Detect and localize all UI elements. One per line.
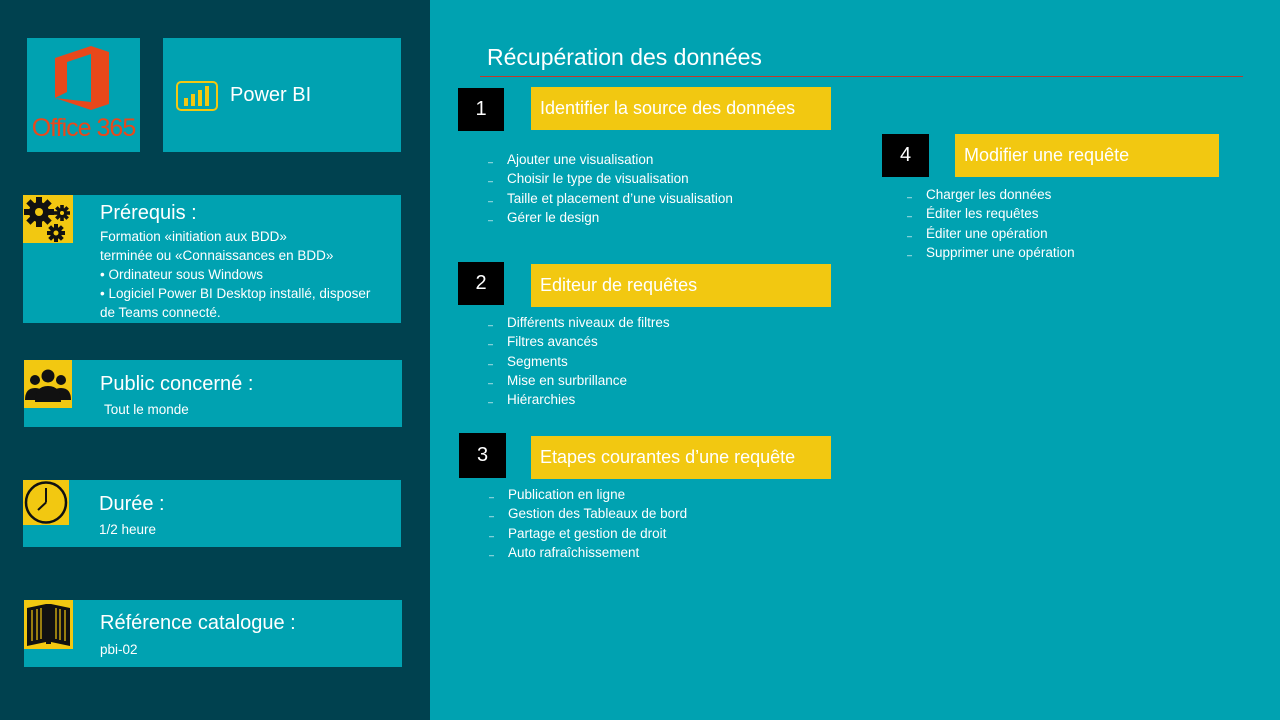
list-item: – Publication en ligne [489, 487, 626, 502]
list-item: – Supprimer une opération [907, 244, 1075, 260]
audience-text: Tout le monde [104, 402, 189, 417]
section-2-list [488, 313, 670, 409]
section-3-label: Etapes courantes d’une requête [531, 436, 831, 479]
section-4-label: Modifier une requête [955, 134, 1219, 177]
section-3-number: 3 [459, 433, 506, 478]
title-divider [480, 76, 1243, 77]
section-1-label: Identifier la source des données [531, 87, 831, 130]
duration-card [23, 480, 401, 547]
section-1-list [488, 150, 733, 227]
clock-icon [23, 480, 69, 525]
right-panel [430, 0, 1280, 720]
audience-card [24, 360, 402, 427]
list-item: – Choisir le type de visualisation [488, 171, 689, 187]
book-icon [24, 600, 73, 649]
section-4-list [907, 185, 1075, 262]
list-item: – Filtres avancés [488, 334, 598, 350]
section-1-number: 1 [458, 88, 504, 131]
powerbi-logo-icon [176, 81, 218, 111]
catalogue-reference-title: Référence catalogue : [100, 612, 296, 634]
list-item: – Taille et placement d’une visualisation [488, 190, 733, 206]
duration-title: Durée : [99, 493, 165, 515]
audience-title: Public concerné : [100, 373, 254, 395]
list-item: – Auto rafraîchissement [489, 544, 640, 560]
list-item: – Ajouter une visualisation [488, 152, 654, 167]
list-item: – Gestion des Tableaux de bord [489, 506, 688, 522]
section-4-number: 4 [882, 134, 929, 177]
page-title: Récupération des données [487, 44, 762, 70]
list-item: – Éditer une opération [907, 225, 1048, 241]
duration-text: 1/2 heure [99, 522, 157, 537]
section-2-label: Editeur de requêtes [531, 264, 831, 307]
office365-tile [27, 38, 140, 152]
office-logo-icon [55, 44, 111, 112]
office365-label: Office 365 [31, 114, 136, 142]
list-item: – Charger les données [907, 187, 1052, 202]
list-item: – Mise en surbrillance [488, 372, 628, 388]
list-item: – Gérer le design [488, 209, 600, 225]
catalogue-reference-text: pbi-02 [100, 642, 138, 657]
powerbi-tile [163, 38, 401, 152]
prerequisites-title: Prérequis : [100, 202, 197, 224]
gears-icon [23, 195, 73, 243]
people-icon [24, 360, 72, 408]
left-panel [0, 0, 430, 720]
catalogue-reference-card [24, 600, 402, 667]
list-item: – Différents niveaux de filtres [488, 315, 670, 330]
list-item: – Hiérarchies [488, 392, 576, 408]
section-3-list [489, 485, 687, 562]
list-item: – Partage et gestion de droit [489, 525, 667, 541]
powerbi-label: Power BI [230, 84, 312, 106]
list-item: – Segments [488, 353, 568, 369]
prerequisites-text: Formation «initiation aux BDD» terminée ou «Connaissances en BDD» • Ordinateur sous Windows • Logiciel Power BI Desktop installé, disposer de Teams connecté. [100, 229, 371, 320]
section-2-number: 2 [458, 262, 504, 305]
prerequisites-card [23, 195, 401, 323]
list-item: – Éditer les requêtes [907, 206, 1039, 222]
